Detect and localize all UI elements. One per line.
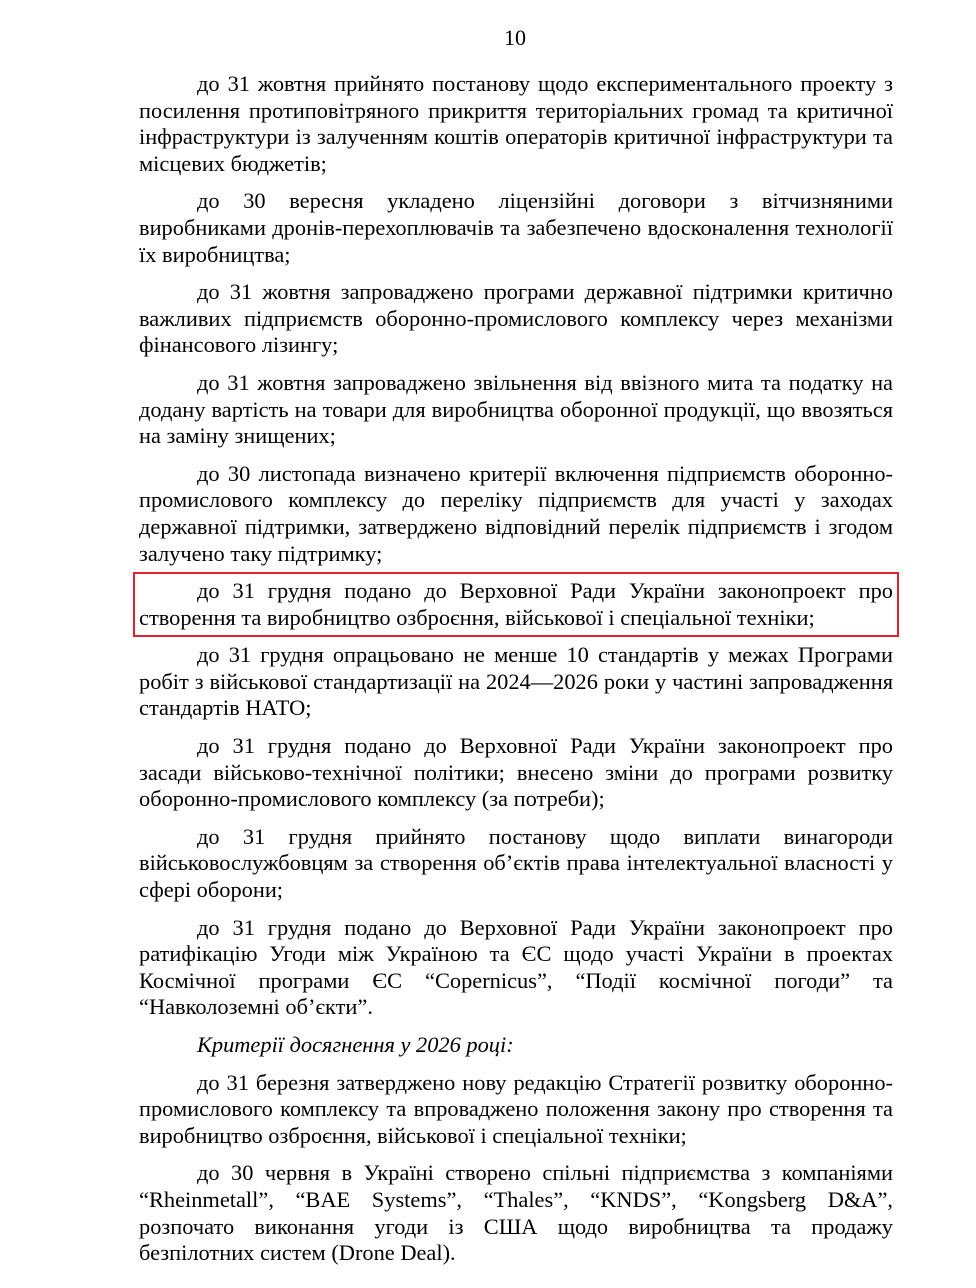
paragraph-air-defense-project: до 31 жовтня прийнято постанову щодо експериментального проекту з посилення протиповітряного прикриття територіальних громад та критичної інфраструктури із залученням коштів операторів критичної інфраструктури та місцевих бюджетів;: [139, 71, 893, 176]
paragraph-drone-interceptor-licenses: до 30 вересня укладено ліцензійні договори з вітчизняними виробниками дронів-перехоплювачів та забезпечено вдосконалення технології їх виробництва;: [139, 188, 893, 267]
page-number: 10: [504, 25, 526, 50]
paragraph-opk-strategy: до 31 березня затверджено нову редакцію Стратегії розвитку оборонно-промислового комплексу та впроваджено положення закону про створення та виробництво озброєння, військової і спеціальної техніки;: [139, 1069, 893, 1148]
section-heading-2026-criteria: Критерії досягнення у 2026 році:: [197, 1032, 514, 1057]
paragraph-financial-leasing-support: до 31 жовтня запроваджено програми державної підтримки критично важливих підприємств оборонно-промислового комплексу через механізми фінансового лізингу;: [139, 279, 893, 358]
paragraph-military-technical-policy: до 31 грудня подано до Верховної Ради України законопроект про засади військово-технічної політики; внесено зміни до програми розвитку оборонно-промислового комплексу (за потреби);: [139, 733, 893, 812]
paragraph-import-duty-exemption: до 31 жовтня запроваджено звільнення від ввізного мита та податку на додану вартість на товари для виробництва оборонної продукції, що ввозяться на заміну знищених;: [139, 369, 893, 449]
paragraph-ip-rewards: до 31 грудня прийнято постанову щодо виплати винагороди військовослужбовцям за створення об’єктів права інтелектуальної власності у сфері оборони;: [139, 823, 893, 903]
highlighted-paragraph-weapons-production-bill: до 31 грудня подано до Верховної Ради України законопроект про створення та виробництво озброєння, військової і спеціальної техніки;: [139, 578, 893, 630]
paragraph-joint-ventures: до 30 червня в Україні створено спільні підприємства з компаніями “Rheinmetall”, “BAE Systems”, “Thales”, “KNDS”, “Kongsberg D&A”, розпочато виконання угоди із США щодо виробництва та продажу безпілотних систем (Drone Deal).: [139, 1160, 893, 1266]
paragraph-enterprise-criteria: до 30 листопада визначено критерії включення підприємств оборонно-промислового комплексу до переліку підприємств для участі у заходах державної підтримки, затверджено відповідний перелік підприємств і згодом залучено таку підтримку;: [139, 460, 893, 566]
paragraph-nato-standards: до 31 грудня опрацьовано не менше 10 стандартів у межах Програми робіт з військової стандартизації на 2024—2026 роки у частині запровадження стандартів НАТО;: [139, 642, 893, 721]
document-body: [139, 71, 893, 1278]
paragraph-eu-space-programme: до 31 грудня подано до Верховної Ради України законопроект про ратифікацію Угоди між Україною та ЄС щодо участі України в проектах Космічної програми ЄС “Copernicus”, “Події космічної погоди” та “Навколоземні об’єкти”.: [139, 914, 893, 1020]
